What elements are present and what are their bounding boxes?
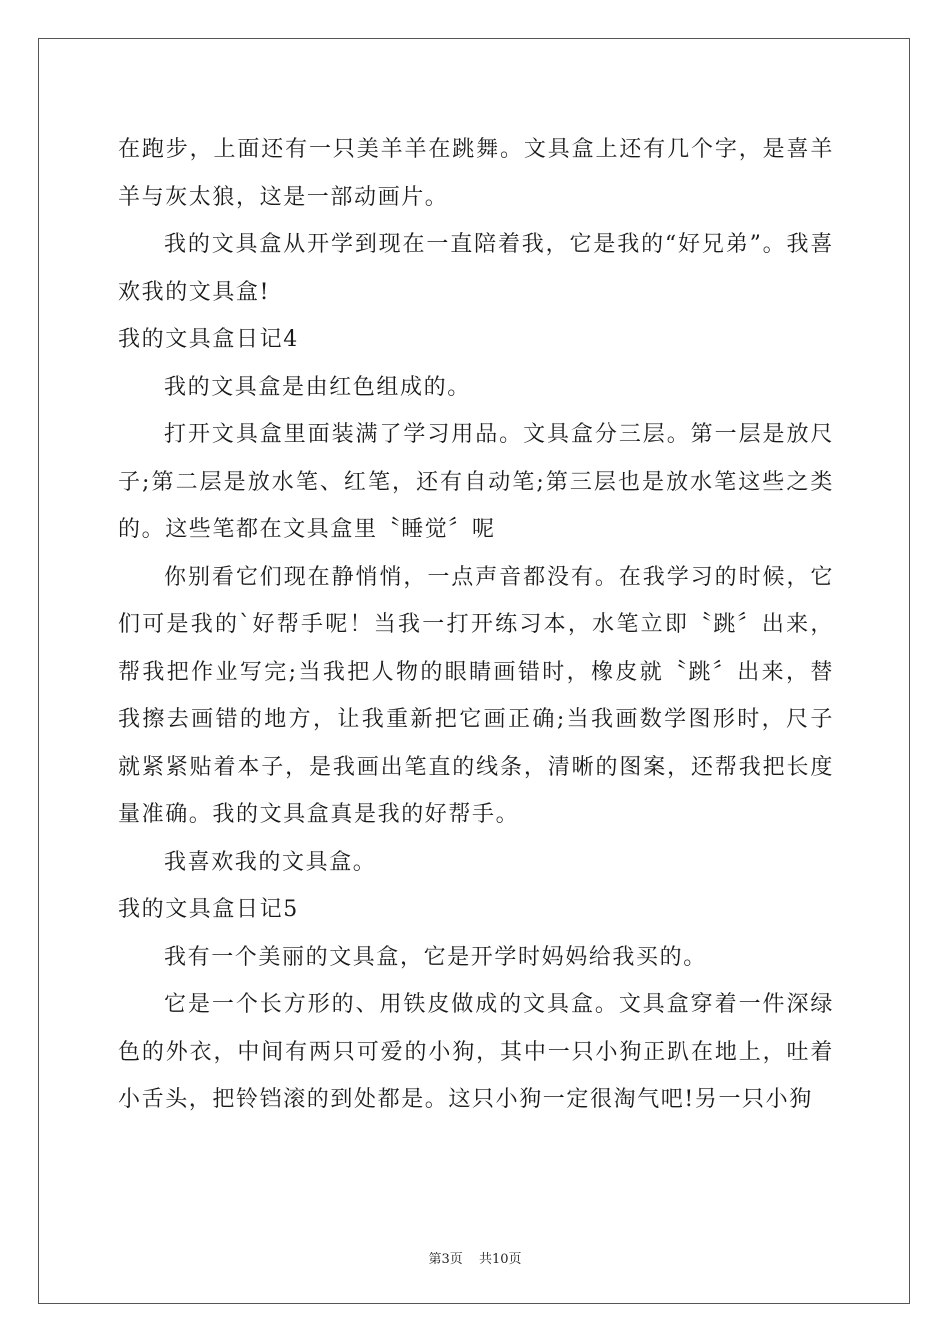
paragraph: 我有一个美丽的文具盒，它是开学时妈妈给我买的。 [164, 944, 707, 970]
paragraph: 我的文具盒从开学到现在一直陪着我，它是我的“好兄弟”。我喜欢我的文具盒! [118, 232, 834, 305]
paragraph: 我喜欢我的文具盒。 [164, 849, 377, 875]
paragraph: 我的文具盒是由红色组成的。 [164, 374, 471, 400]
paragraph: 在跑步，上面还有一只美羊羊在跳舞。文具盒上还有几个字，是喜羊羊与灰太狼，这是一部动画片。 [118, 137, 834, 210]
page-footer [0, 1248, 950, 1267]
page-total: 共10页 [478, 1252, 522, 1267]
paragraph: 打开文具盒里面装满了学习用品。文具盒分三层。第一层是放尺子;第二层是放水笔、红笔，还有自动笔;第三层也是放水笔这些之类的。这些笔都在文具盒里〝睡觉〞呢 [118, 422, 834, 542]
section-heading: 我的文具盒日记4 [118, 327, 299, 352]
paragraph: 你别看它们现在静悄悄，一点声音都没有。在我学习的时候，它们可是我的`好帮手呢！当我一打开练习本，水笔立即〝跳〞出来，帮我把作业写完;当我把人物的眼睛画错时，橡皮就〝跳〞出来，替我擦去画错的地方，让我重新把它画正确;当我画数学图形时，尺子就紧紧贴着本子，是我画出笔直的线条，清晰的图案，还帮我把长度量准确。我的文具盒真是我的好帮手。 [118, 564, 834, 827]
section-heading: 我的文具盒日记5 [118, 897, 299, 922]
document-body [118, 126, 834, 1124]
paragraph: 它是一个长方形的、用铁皮做成的文具盒。文具盒穿着一件深绿色的外衣，中间有两只可爱的小狗，其中一只小狗正趴在地上，吐着小舌头，把铃铛滚的到处都是。这只小狗一定很淘气吧!另一只小狗 [118, 992, 834, 1112]
page-number: 第3页 [428, 1252, 463, 1267]
